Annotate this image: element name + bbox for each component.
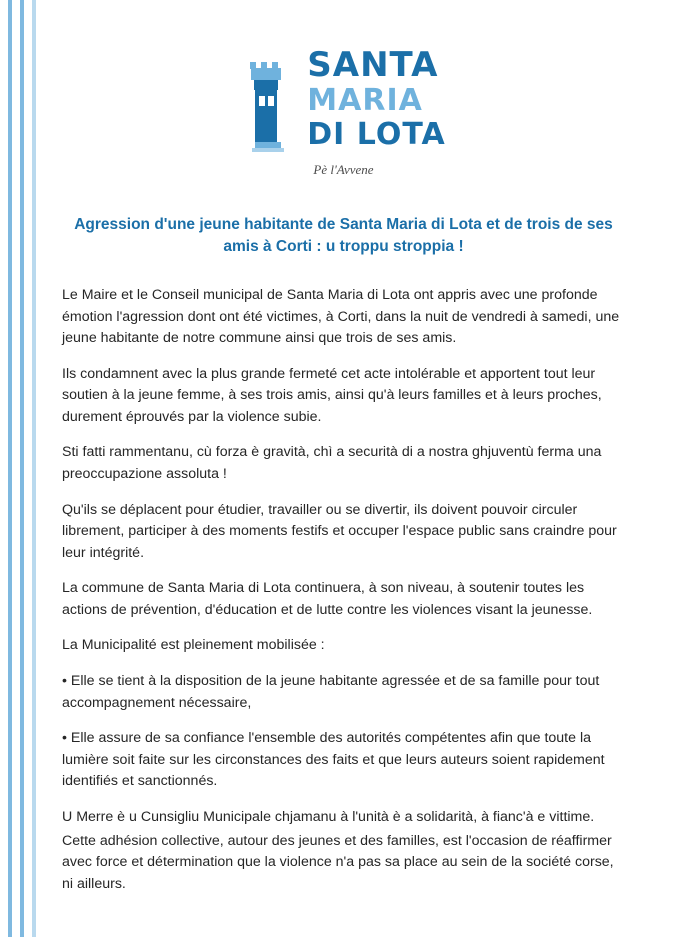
paragraph: Sti fatti rammentanu, cù forza è gravità, chì a securità di a nostra ghjuventù ferma una preoccupazione assoluta ! bbox=[62, 444, 602, 482]
logo-line-maria: MARIA bbox=[307, 83, 423, 118]
decorative-bar-left-3 bbox=[32, 0, 36, 937]
paragraph: La commune de Santa Maria di Lota continuera, à son niveau, à soutenir toutes les actions de prévention, d'éducation et de lutte contre les violences visant la jeunesse. bbox=[62, 580, 593, 618]
paragraph: Ils condamnent avec la plus grande fermeté cet acte intolérable et apportent tout leur soutien à la jeune femme, à ses trois amis, ainsi qu'à leurs familles et à leurs proches, durement éprouvés par la violence subie. bbox=[62, 365, 602, 425]
paragraph: Cette adhésion collective, autour des jeunes et des familles, est l'occasion de réaffirmer avec force et détermination que la violence n'a pas sa place au sein de la société corse, ni ailleurs. bbox=[62, 832, 614, 892]
bullet-item: • Elle se tient à la disposition de la jeune habitante agressée et de sa famille pour tout accompagnement nécessaire, bbox=[62, 673, 600, 711]
logo-row bbox=[241, 44, 445, 154]
logo-wordmark bbox=[307, 45, 446, 152]
logo-line-santa: SANTA bbox=[307, 45, 439, 85]
bullet-item: • Elle assure de sa confiance l'ensemble des autorités compétentes afin que toute la lumière soit faite sur les circonstances des faits et que leurs auteurs soient rapidement identifiés et sanctionnés. bbox=[62, 730, 605, 790]
logo-block bbox=[62, 44, 625, 178]
document-body bbox=[62, 285, 625, 895]
paragraph: La Municipalité est pleinement mobilisée : bbox=[62, 637, 325, 654]
tower-logo-icon bbox=[241, 44, 295, 154]
document-content bbox=[62, 0, 625, 937]
logo-line-dilota: DI LOTA bbox=[307, 117, 446, 152]
decorative-bar-left-2 bbox=[20, 0, 24, 937]
paragraph: U Merre è u Cunsigliu Municipale chjamanu à l'unità è a solidarità, à fianc'à e vittime. bbox=[62, 808, 595, 825]
paragraph: Qu'ils se déplacent pour étudier, travailler ou se divertir, ils doivent pouvoir circuler librement, participer à des moments festifs et occuper l'espace public sans craindre pour leur intégrité. bbox=[62, 501, 617, 561]
page-title: Agression d'une jeune habitante de Santa Maria di Lota et de trois de ses amis à Corti : u troppu stroppia ! bbox=[74, 216, 613, 256]
logo-tagline: Pè l'Avvene bbox=[313, 162, 374, 177]
paragraph: Le Maire et le Conseil municipal de Santa Maria di Lota ont appris avec une profonde émotion l'agression dont ont été victimes, à Corti, dans la nuit de vendredi à samedi, une jeune habitante de notre commune ainsi que trois de ses amis. bbox=[62, 286, 620, 347]
decorative-bar-left-1 bbox=[8, 0, 12, 937]
